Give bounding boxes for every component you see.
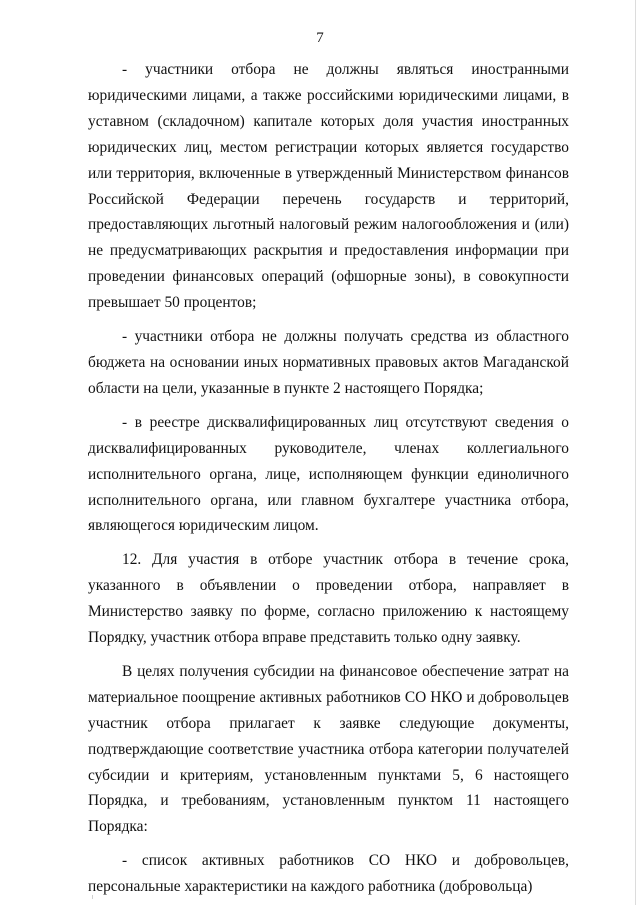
paragraph-workers-list: - список активных работников СО НКО и добровольцев, персональные характеристики на каждого работника (добровольца): [88, 852, 569, 896]
paragraph-disqualified-persons: - в реестре дисквалифицированных лиц отсутствуют сведения о дисквалифицированных руководителе, членах коллегиального исполнительного органа, лице, исполняющем функции единоличного исполнительного органа, или главном бухгалтере участника отбора, являющегося юридическим лицом.: [88, 413, 569, 535]
scan-edge-mark: [92, 895, 93, 899]
paragraph-required-documents: В целях получения субсидии на финансовое обеспечение затрат на материальное поощрение активных работников СО НКО и добровольцев участник отбора прилагает к заявке следующие документы, подтверждающие соответствие участника отбора категории получателей субсидии и критериям, установленным пунктами 5, 6 настоящего Порядка, и требованиям, установленным пунктом 11 настоящего Порядка:: [88, 662, 569, 836]
page-number: 7: [316, 30, 324, 46]
document-body: [88, 57, 569, 900]
paragraph-regional-budget-restriction: - участники отбора не должны получать средства из областного бюджета на основании иных нормативных правовых актов Магаданской области на цели, указанные в пункте 2 настоящего Порядка;: [88, 328, 569, 397]
scan-edge-line: [635, 0, 636, 905]
paragraph-offshore-restriction: - участники отбора не должны являться иностранными юридическими лицами, а также российскими юридическими лицами, в уставном (складочном) капитале которых доля участия иностранных юридических лиц, местом регистрации которых является государство или территория, включенные в утвержденный Министерством финансов Российской Федерации перечень государств и территорий, предоставляющих льготный налоговый режим налогообложения и (или) не предусматривающих раскрытия и предоставления информации при проведении финансовых операций (офшорные зоны), в совокупности превышает 50 процентов;: [88, 61, 569, 312]
paragraph-clause-12: 12. Для участия в отборе участник отбора в течение срока, указанного в объявлении о проведении отбора, направляет в Министерство заявку по форме, согласно приложению к настоящему Порядку, участник отбора вправе представить только одну заявку.: [88, 551, 569, 647]
